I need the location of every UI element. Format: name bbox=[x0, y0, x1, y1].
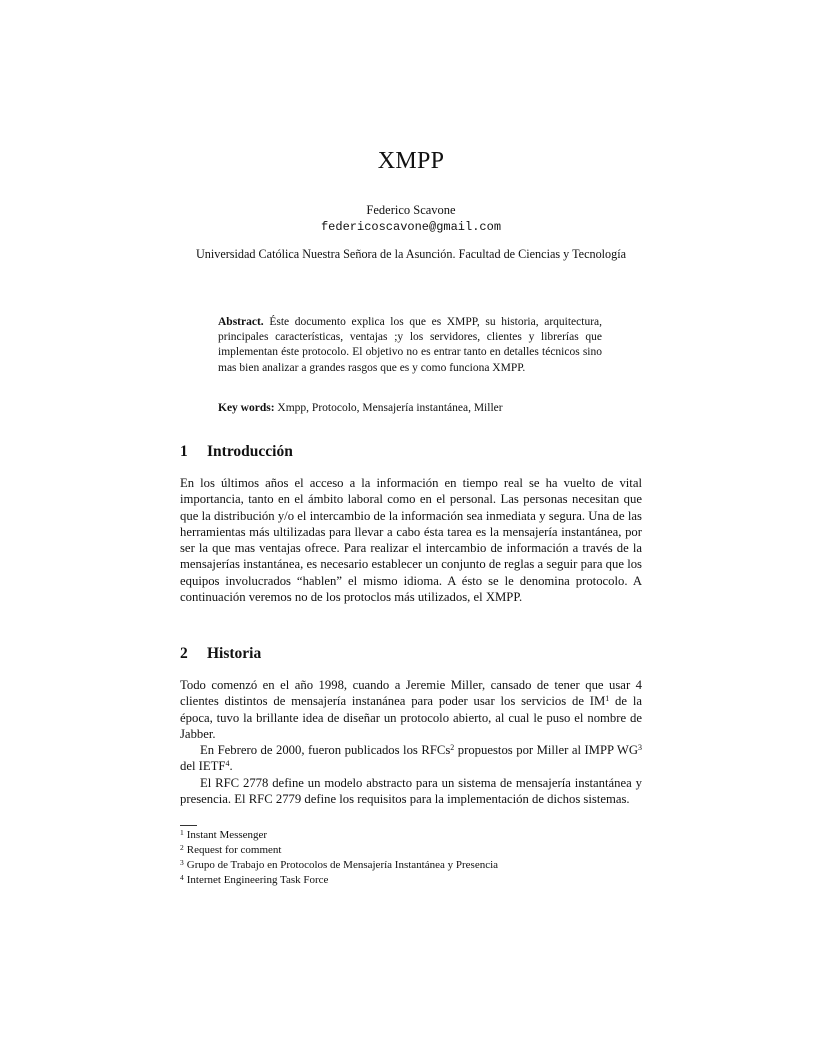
abstract bbox=[218, 315, 602, 376]
footnote-mark: 2 bbox=[180, 843, 184, 852]
text-run: En Febrero de 2000, fueron publicados los RFCs bbox=[200, 743, 451, 758]
paragraph bbox=[180, 677, 642, 742]
keywords bbox=[218, 402, 602, 414]
footnote-rule bbox=[180, 825, 197, 826]
paragraph bbox=[180, 742, 642, 775]
section-heading-introduccion bbox=[180, 443, 293, 461]
section-title: Introducción bbox=[207, 443, 293, 460]
footnotes bbox=[180, 828, 498, 888]
section-number: 2 bbox=[180, 645, 188, 662]
footnote-text: Grupo de Trabajo en Protocolos de Mensajería Instantánea y Presencia bbox=[186, 859, 499, 871]
author-affiliation: Universidad Católica Nuestra Señora de la Asunción. Facultad de Ciencias y Tecnología bbox=[195, 247, 627, 261]
footnote-mark: 1 bbox=[180, 828, 184, 837]
keywords-label: Key words: bbox=[218, 402, 275, 414]
section-heading-historia bbox=[180, 645, 261, 663]
footnote bbox=[180, 843, 498, 858]
footnote-ref: 2 bbox=[450, 743, 455, 753]
paragraph: En los últimos años el acceso a la información en tiempo real se ha vuelto de vital importancia, tanto en el ámbito laboral como en el personal. Las personas necesitan que que la distribución y/o el intercambio de la información sea inmediata y segura. Una de las herramientas más ultilizadas para llevar a cabo ésta tarea es la mensajería instantánea, por ser la que mas ventajas ofrece. Para realizar el intercambio de información a través de la mensajerías instantánea, es necesario establecer un conjunto de reglas a seguir para que los equipos involucrados “hablen” el mismo idioma. A ésto se le denomina protocolo. A continuación veremos no de los protoclos más utilizados, el XMPP. bbox=[180, 476, 642, 605]
paper-title: XMPP bbox=[377, 148, 445, 174]
author-name: Federico Scavone bbox=[366, 203, 456, 217]
footnote-ref: 1 bbox=[605, 694, 610, 704]
author-email: federicoscavone@gmail.com bbox=[320, 220, 502, 234]
footnote-ref: 4 bbox=[225, 759, 230, 769]
footnote-mark: 4 bbox=[180, 873, 184, 882]
section-body-historia bbox=[180, 677, 642, 807]
footnote bbox=[180, 873, 498, 888]
footnote-text: Instant Messenger bbox=[186, 829, 268, 841]
text-run: . bbox=[229, 759, 233, 774]
abstract-label: Abstract. bbox=[218, 316, 264, 328]
footnote-mark: 3 bbox=[180, 858, 184, 867]
text-run: Todo comenzó en el año 1998, cuando a Jeremie Miller, cansado de tener que usar 4 clientes distintos de mensajería instanánea para poder usar los servicios de IM bbox=[180, 678, 642, 709]
section-body-introduccion bbox=[180, 475, 642, 605]
text-run: propuestos por Miller al IMPP WG bbox=[454, 743, 638, 758]
paragraph: El RFC 2778 define un modelo abstracto para un sistema de mensajería instantánea y presencia. El RFC 2779 define los requisitos para la implementación de dichos sistemas. bbox=[180, 775, 642, 807]
footnote bbox=[180, 828, 498, 843]
footnote-text: Internet Engineering Task Force bbox=[186, 874, 329, 886]
footnote-text: Request for comment bbox=[186, 844, 282, 856]
section-title: Historia bbox=[207, 645, 262, 662]
text-run: de la época, tuvo la brillante idea de diseñar un protocolo abierto, al cual le puso el nombre de Jabber. bbox=[180, 694, 642, 741]
text-run: del IETF bbox=[180, 759, 226, 774]
abstract-text: Éste documento explica los que es XMPP, su historia, arquitectura, principales características, ventajas ;y los servidores, clientes y librerías que implementan éste protocolo. El objetivo no es entrar tanto en detalles técnicos sino mas bien analizar a grandes rasgos que es y como funciona XMPP. bbox=[218, 316, 603, 374]
footnote-ref: 3 bbox=[638, 743, 642, 753]
section-number: 1 bbox=[180, 443, 188, 460]
keywords-text: Xmpp, Protocolo, Mensajería instantánea, Miller bbox=[277, 402, 503, 414]
footnote bbox=[180, 858, 498, 873]
